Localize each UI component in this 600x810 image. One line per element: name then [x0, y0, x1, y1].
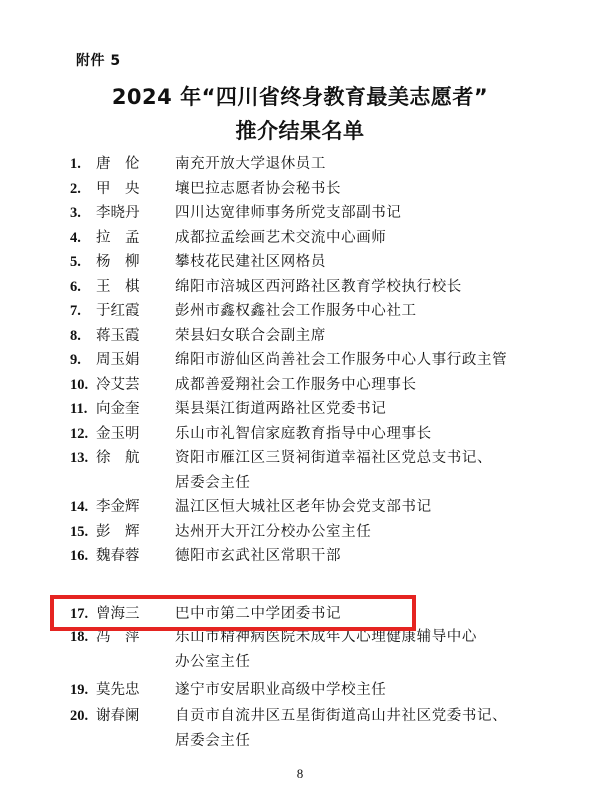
list-item-continuation	[0, 650, 600, 674]
list-item-continuation	[0, 729, 600, 753]
item-role: 乐山市礼智信家庭教育指导中心理事长	[175, 425, 432, 442]
list-item	[0, 422, 600, 446]
document-title-line2: 推介结果名单	[235, 119, 365, 143]
item-role: 攀枝花民建社区网格员	[175, 254, 326, 270]
highlight-box	[50, 595, 416, 631]
item-name: 曾海三	[96, 606, 140, 622]
item-name: 李晓丹	[96, 205, 140, 221]
item-number: 9.	[70, 352, 81, 368]
item-role-continuation: 居委会主任	[175, 474, 251, 491]
item-role: 渠县渠江街道两路社区党委书记	[175, 401, 387, 417]
list-item	[0, 324, 600, 348]
item-role-continuation: 居委会主任	[175, 733, 251, 749]
item-role: 乐山市精神病医院未成年人心理健康辅导中心	[175, 629, 477, 645]
item-number: 19.	[70, 682, 89, 698]
item-role: 资阳市雁江区三贤祠街道幸福社区党总支书记、	[175, 450, 493, 466]
item-role: 壤巴拉志愿者协会秘书长	[175, 180, 342, 197]
list-item	[0, 275, 600, 299]
item-number: 7.	[70, 303, 81, 319]
item-name: 于红霞	[96, 303, 140, 319]
list-item	[0, 299, 600, 323]
item-number: 8.	[70, 327, 81, 344]
item-name: 蒋玉霞	[96, 327, 140, 344]
list-item	[0, 520, 600, 544]
item-name: 李金辉	[96, 499, 140, 515]
item-number: 17.	[70, 606, 89, 622]
item-number: 12.	[70, 425, 89, 442]
item-name: 拉 孟	[96, 229, 140, 246]
item-role: 绵阳市游仙区尚善社会工作服务中心人事行政主管	[175, 352, 508, 368]
item-role: 成都善爱翔社会工作服务中心理事长	[175, 376, 417, 393]
list-item	[0, 544, 600, 568]
item-number: 2.	[70, 180, 81, 197]
list-item	[0, 250, 600, 274]
list-item	[0, 152, 600, 176]
item-role: 荣县妇女联合会副主席	[175, 327, 326, 344]
list-item	[0, 495, 600, 519]
list-item	[0, 177, 600, 201]
item-role: 成都拉孟绘画艺术交流中心画师	[175, 229, 387, 246]
document-title-line1: 2024 年“四川省终身教育最美志愿者”	[111, 85, 489, 109]
item-role: 巴中市第二中学团委书记	[175, 606, 342, 622]
item-number: 13.	[70, 450, 89, 466]
item-name: 魏春蓉	[96, 548, 140, 564]
item-role: 自贡市自流井区五星街街道高山井社区党委书记、	[175, 708, 508, 724]
item-number: 3.	[70, 205, 81, 221]
item-number: 5.	[70, 254, 81, 270]
list-item	[0, 201, 600, 225]
item-name: 王 棋	[96, 278, 140, 295]
list-item-continuation	[0, 471, 600, 495]
list-item	[0, 226, 600, 250]
list-item	[0, 397, 600, 421]
item-name: 向金奎	[96, 401, 140, 417]
item-name: 周玉娟	[96, 352, 140, 368]
item-name: 彭 辉	[96, 523, 140, 540]
item-number: 10.	[70, 376, 89, 393]
list-item	[0, 348, 600, 372]
item-role: 彭州市鑫权鑫社会工作服务中心社工	[175, 303, 417, 319]
item-number: 4.	[70, 229, 81, 246]
item-number: 1.	[70, 156, 81, 172]
item-role: 四川达宽律师事务所党支部副书记	[175, 205, 402, 221]
list-item	[0, 373, 600, 397]
list-item	[0, 678, 600, 702]
page-number: 8	[296, 766, 304, 781]
item-name: 唐 伦	[96, 156, 140, 172]
item-name: 金玉明	[96, 425, 140, 442]
item-role-continuation: 办公室主任	[175, 653, 251, 670]
item-role: 温江区恒大城社区老年协会党支部书记	[175, 499, 432, 515]
item-number: 20.	[70, 708, 89, 724]
item-role: 德阳市玄武社区常职干部	[175, 548, 342, 564]
item-number: 16.	[70, 548, 89, 564]
item-number: 18.	[70, 629, 89, 645]
list-item	[0, 704, 600, 728]
item-number: 6.	[70, 278, 81, 295]
item-name: 杨 柳	[96, 254, 140, 270]
item-role: 遂宁市安居职业高级中学校主任	[175, 682, 387, 698]
list-item	[0, 446, 600, 470]
item-number: 11.	[70, 401, 88, 417]
item-name: 冷艾芸	[96, 376, 140, 393]
item-number: 14.	[70, 499, 89, 515]
item-number: 15.	[70, 523, 89, 540]
item-name: 徐 航	[96, 450, 140, 466]
item-name: 甲 央	[96, 180, 140, 197]
item-role: 南充开放大学退休员工	[175, 156, 326, 172]
attachment-label: 附件 5	[76, 53, 121, 69]
item-name: 莫先忠	[96, 682, 140, 698]
item-name: 谢春阑	[96, 708, 140, 724]
item-role: 达州开大开江分校办公室主任	[175, 523, 372, 540]
item-name: 冯 萍	[96, 629, 140, 645]
item-role: 绵阳市涪城区西河路社区教育学校执行校长	[175, 278, 462, 295]
